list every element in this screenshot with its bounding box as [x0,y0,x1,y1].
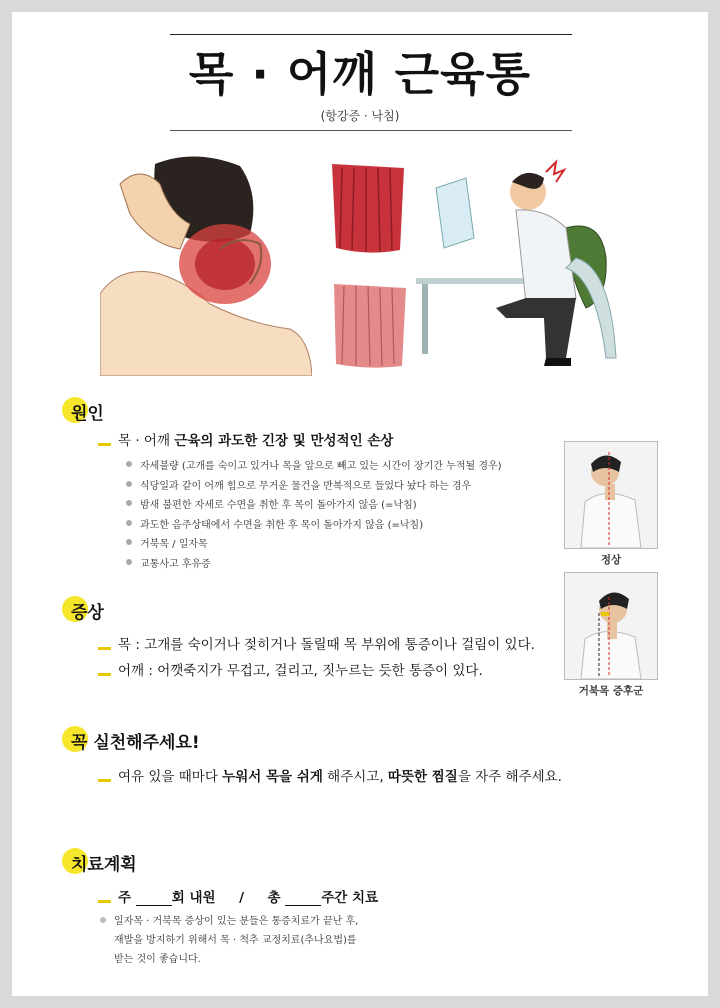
plan-week-label: 주 [118,890,132,906]
normal-posture-photo [564,441,658,549]
turtle-neck-label: 거북목 증후군 [578,685,644,697]
dash-marker [98,779,111,782]
practice-text-3: 을 자주 해주세요. [457,769,562,785]
cause-heading [62,397,142,427]
dash-marker [98,900,111,903]
symptom-heading [62,596,142,626]
cause-main-bold: 근육의 과도한 긴장 및 만성적인 손상 [174,433,394,449]
neck-pain-illustration [100,154,312,376]
symptom-heading-label: 증상 [71,603,104,623]
plan-line [98,886,378,906]
dash-marker [98,673,111,676]
symptom-neck-text: 목 : 고개를 숙이거나 젖히거나 돌릴때 목 부위에 통증이나 걸림이 있다. [118,637,535,653]
practice-bold-1: 누워서 목을 쉬게 [222,769,323,785]
dash-marker [98,647,111,650]
practice-line [98,765,562,785]
practice-heading [62,726,262,756]
plan-heading [62,848,182,878]
desk-worker-illustration [416,158,626,374]
normal-posture-label: 정상 [600,554,622,566]
plan-total-label: 총 [267,890,281,906]
list-item: 과도한 음주상태에서 수면을 취한 후 목이 돌아가지 않음 (=낙침) [126,516,502,536]
page [12,12,708,996]
plan-visits-label: 회 내원 [171,890,216,906]
cause-main-line [98,429,393,449]
plan-note-line: 일자목 · 거북목 증상이 있는 분들은 통증치료가 끝난 후, [114,916,359,927]
plan-note-text [114,912,358,969]
cause-main-prefix: 목 · 어깨 [118,433,175,449]
turtle-neck-photo [564,572,658,680]
cause-heading-label: 원인 [71,404,104,424]
practice-text-2: 해주시고, [322,769,388,785]
list-item: 거북목 / 일자목 [126,535,502,555]
plan-weeks-label: 주간 치료 [321,890,379,906]
practice-bold-2: 따뜻한 찜질 [387,769,458,785]
cause-bullet-list [126,457,502,574]
symptom-line [98,633,535,653]
page-subtitle: (항강증 · 낙침) [320,109,400,123]
list-item: 교통사고 후유증 [126,555,502,575]
list-item: 밤새 불편한 자세로 수면을 취한 후 목이 돌아가지 않음 (=낙침) [126,496,502,516]
visits-per-week-blank[interactable] [136,893,172,906]
plan-note-line: 받는 것이 좋습니다. [114,954,201,965]
practice-text-1: 여유 있을 때마다 [118,769,223,785]
plan-note-line: 재발을 방지하기 위해서 목 · 척추 교정치료(추나요법)를 [114,935,357,946]
title-bottom-rule [170,130,572,131]
plan-heading-label: 치료계획 [71,855,137,875]
muscle-fiber-illustration [328,160,410,370]
page-title: 목 · 어깨 근육통 [188,47,532,101]
symptom-shoulder-text: 어깨 : 어깻죽지가 무겁고, 걸리고, 짓누르는 듯한 통증이 있다. [118,663,483,679]
list-item: 자세불량 (고개를 숙이고 있거나 목을 앞으로 빼고 있는 시간이 장기간 누적될 경우) [126,457,502,477]
total-weeks-blank[interactable] [285,893,321,906]
practice-heading-label: 꼭 실천해주세요! [71,733,200,753]
plan-separator: / [239,890,245,906]
list-item: 식당일과 같이 어깨 힘으로 무거운 물건을 반복적으로 들었다 놨다 하는 경우 [126,477,502,497]
symptom-line [98,659,483,679]
dash-marker [98,443,111,446]
title-top-rule [170,34,572,35]
note-bullet [100,917,106,923]
